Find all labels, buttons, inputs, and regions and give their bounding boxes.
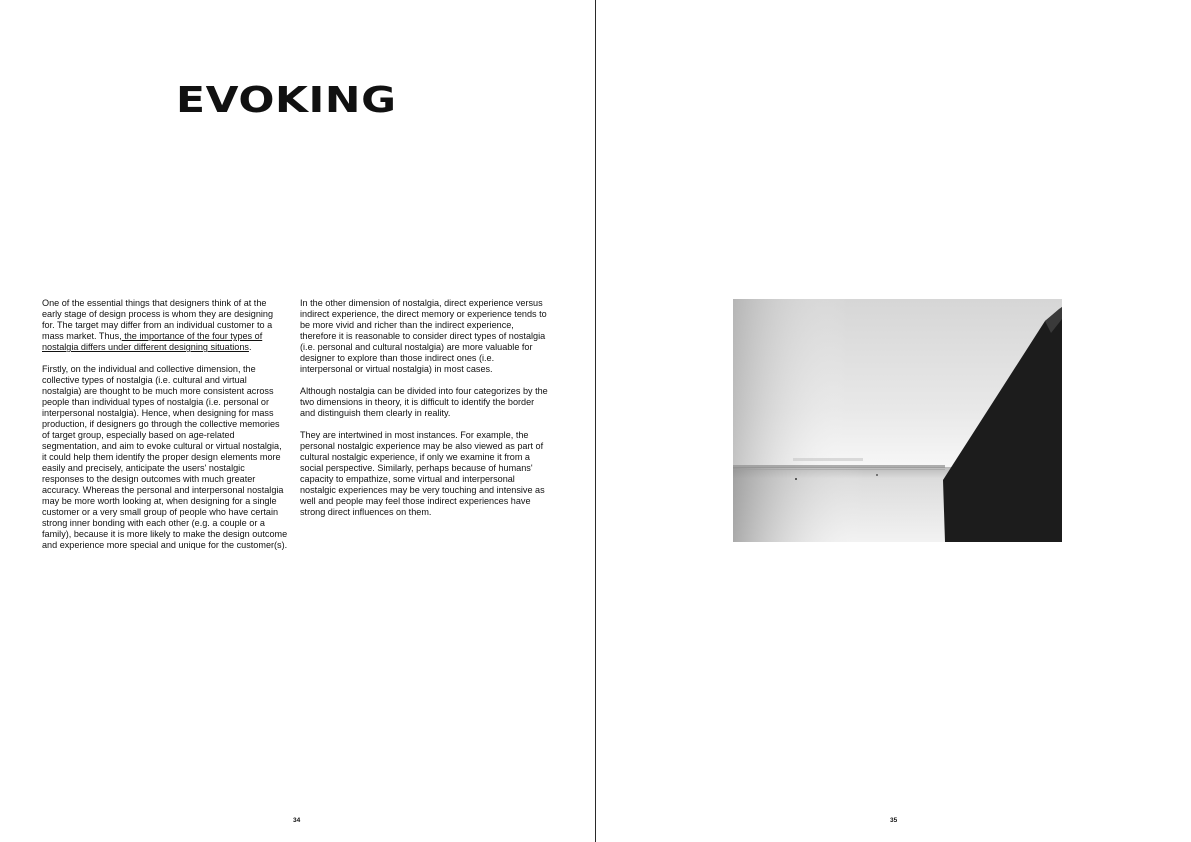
page-number-left: 34 xyxy=(293,817,301,824)
body-paragraph: They are intertwined in most instances. For example, the personal nostalgic experience may be also viewed as part of cultural nostalgic experience, if only we examine it from a social perspective. Similarly, perhaps because of humans' capacity to empathize, some virtual and interpersonal nostalgic experiences may be very touching and intensive as well and people may feel those indirect experiences have strong direct influences on them. xyxy=(300,430,545,517)
paragraph-text: One of the essential things that designers think of at the early stage of design process is whom they are designing for. The target may differ from an individual customer to a mass market. Thus, xyxy=(42,298,274,341)
body-paragraph: Firstly, on the individual and collective dimension, the collective types of nostalgia (i.e. cultural and virtual nostalgia) are thought to be much more consistent across people than individual types of nostalgia (i.e. personal or interpersonal nostalgia). Hence, when designing for mass production, if designers go through the collective memories of target group, especially based on age-related segmentation, and aim to evoke cultural or virtual nostalgia, it could help them identify the proper design elements more easily and precisely, anticipate the users' nostalgic responses to the design outcomes with much greater accuracy. Whereas the personal and interpersonal nostalgia may be more worth looking at, when designing for a single customer or a very small group of people who have certain strong inner bonding with each other (e.g. a couple or a family), because it is more likely to make the design outcome and experience more special and unique for the customer(s). xyxy=(42,364,288,550)
body-paragraph: Although nostalgia can be divided into four categorizes by the two dimensions in theory, it is difficult to identify the border and distinguish them clearly in reality. xyxy=(300,386,548,418)
underlined-phrase: the importance of the four types of nostalgia differs under different designing situations xyxy=(42,331,263,352)
black-and-white-seascape-photo xyxy=(733,299,1062,542)
text-column-1 xyxy=(42,298,288,562)
page-title: EVOKING xyxy=(176,80,397,121)
body-paragraph: In the other dimension of nostalgia, direct experience versus indirect experience, the direct memory or experience tends to be more vivid and richer than the indirect experience, therefore it is reasonable to consider direct types of nostalgia (i.e. personal and cultural nostalgia) are more valuable for designer to explore than those indirect ones (i.e. interpersonal or virtual nostalgia) in most cases. xyxy=(300,298,547,374)
left-page xyxy=(0,0,595,842)
right-page xyxy=(596,0,1191,842)
text-column-2 xyxy=(300,298,548,529)
body-paragraph xyxy=(42,298,288,353)
page-number-right: 35 xyxy=(890,817,898,824)
paragraph-text: . xyxy=(248,342,252,352)
